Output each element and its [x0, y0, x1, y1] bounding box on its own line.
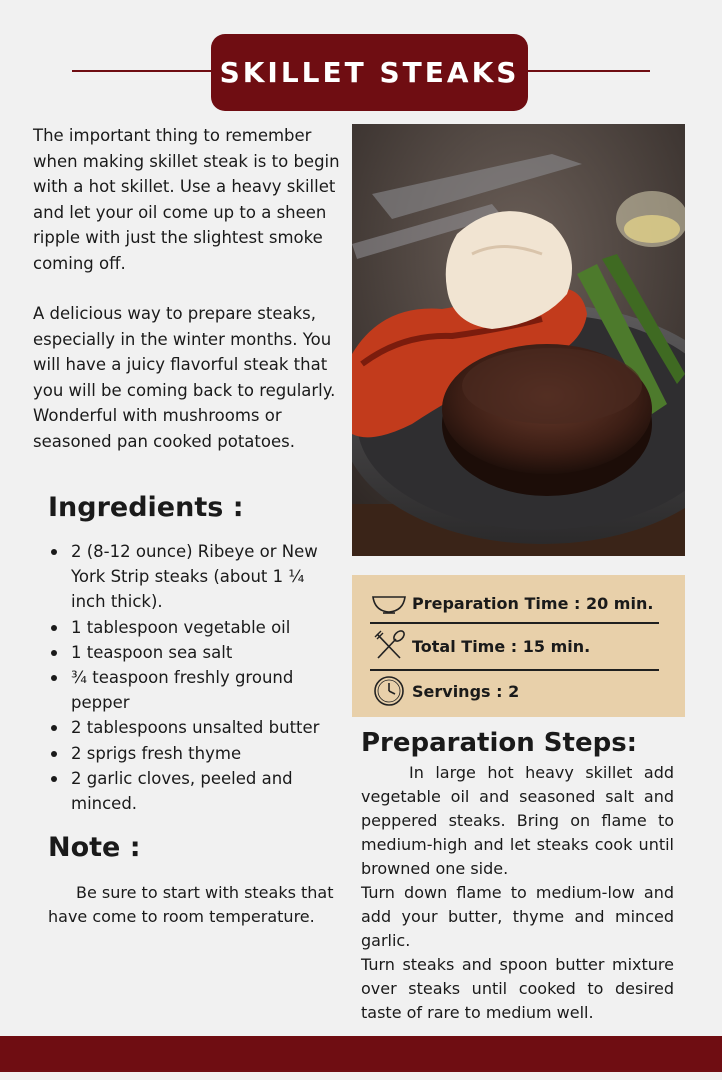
- note-text: Be sure to start with steaks that have come to room temperature.: [48, 883, 334, 926]
- title-rule-right: [524, 70, 650, 72]
- note-heading: Note :: [48, 832, 141, 863]
- ingredient-item: ¾ teaspoon freshly ground pepper: [48, 665, 328, 715]
- total-time-label: Total Time : 15 min.: [412, 636, 591, 656]
- title-rule-left: [72, 70, 214, 72]
- ingredient-item: 2 (8-12 ounce) Ribeye or New York Strip steaks (about 1 ¼ inch thick).: [48, 539, 328, 615]
- utensils-icon: [370, 629, 408, 663]
- intro-paragraph: A delicious way to prepare steaks, especially in the winter months. You will have a juicy flavorful steak that you will be coming back to regularly. Wonderful with mushrooms or seasoned pan cooked potatoes.: [33, 304, 336, 451]
- ingredients-list: [48, 539, 328, 816]
- servings-row: [370, 671, 658, 711]
- ingredient-item: 1 tablespoon vegetable oil: [48, 615, 328, 640]
- servings-label: Servings : 2: [412, 681, 520, 701]
- ingredient-item: 1 teaspoon sea salt: [48, 640, 328, 665]
- step-paragraph: In large hot heavy skillet add vegetable oil and seasoned salt and peppered steaks. Bring on flame to medium-high and let steaks cook until browned one side.: [361, 763, 674, 878]
- intro-paragraph: The important thing to remember when making skillet steak is to begin with a hot skillet. Use a heavy skillet and let your oil come up to a sheen ripple with just the slightest smoke coming off.: [33, 126, 340, 273]
- recipe-info-box: [352, 575, 685, 717]
- steak-photo: [352, 124, 685, 556]
- clock-icon: [370, 674, 408, 708]
- prep-time-row: [370, 583, 658, 623]
- prep-time-label: Preparation Time : 20 min.: [412, 593, 654, 613]
- intro-text: [33, 123, 343, 479]
- ingredient-item: 2 tablespoons unsalted butter: [48, 715, 328, 740]
- steps-heading: Preparation Steps:: [361, 728, 638, 758]
- ingredients-heading: Ingredients :: [48, 492, 244, 523]
- footer-bar: [0, 1036, 722, 1072]
- step-paragraph: Turn steaks and spoon butter mixture over steaks until cooked to desired taste of rare to medium well.: [361, 955, 674, 1022]
- ingredient-item: 2 garlic cloves, peeled and minced.: [48, 766, 328, 816]
- total-time-row: [370, 626, 658, 666]
- ingredient-item: 2 sprigs fresh thyme: [48, 741, 328, 766]
- preparation-steps: [361, 761, 674, 1025]
- bowl-icon: [370, 586, 408, 620]
- info-divider: [370, 622, 659, 624]
- page-title: SKILLET STEAKS: [211, 34, 528, 111]
- step-paragraph: Turn down flame to medium-low and add your butter, thyme and minced garlic.: [361, 883, 674, 950]
